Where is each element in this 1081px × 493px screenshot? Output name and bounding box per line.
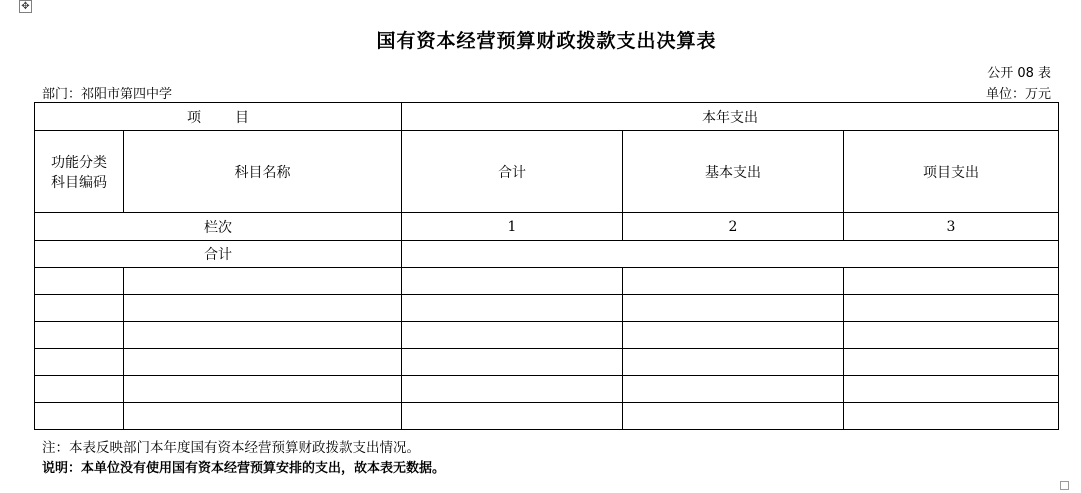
table-cell[interactable] [402, 349, 623, 376]
index-cell-2: 2 [623, 213, 844, 241]
table-cell[interactable] [623, 268, 844, 295]
document-title: 国有资本经营预算财政拨款支出决算表 [376, 30, 717, 52]
table-cell[interactable] [402, 376, 623, 403]
table-cell[interactable] [402, 403, 623, 430]
table-cell[interactable] [35, 268, 124, 295]
table-cell[interactable] [623, 295, 844, 322]
table-cell[interactable] [35, 376, 124, 403]
table-cell[interactable] [844, 376, 1059, 403]
table-cell[interactable] [124, 403, 402, 430]
col-func-code-line2: 科目编码 [51, 174, 107, 191]
index-cell-3: 3 [844, 213, 1059, 241]
table-cell[interactable] [844, 322, 1059, 349]
table-cell[interactable] [35, 403, 124, 430]
table-row [35, 322, 1059, 349]
table-cell[interactable] [844, 349, 1059, 376]
col-func-code-line1: 功能分类 [51, 154, 107, 171]
resize-corner-icon[interactable] [1060, 481, 1069, 490]
row-index-label: 栏次 [35, 213, 402, 241]
header-item-text-b: 目 [235, 109, 249, 126]
total-value-cell[interactable] [402, 241, 1059, 268]
header-current-year-cell: 本年支出 [402, 103, 1059, 131]
table-row [35, 403, 1059, 430]
table-cell[interactable] [623, 403, 844, 430]
table-cell[interactable] [124, 268, 402, 295]
table-cell[interactable] [124, 349, 402, 376]
table-cell[interactable] [844, 403, 1059, 430]
col-func-code-header [35, 131, 124, 213]
table-cell[interactable] [402, 268, 623, 295]
table-row [35, 376, 1059, 403]
row-total-label: 合计 [35, 241, 402, 268]
total-row [35, 241, 1059, 268]
table-cell[interactable] [844, 295, 1059, 322]
unit-label: 单位：万元 [985, 87, 1051, 102]
table-cell[interactable] [402, 295, 623, 322]
department-label: 部门：祁阳市第四中学 [42, 87, 173, 102]
col-basic-header: 基本支出 [623, 131, 844, 213]
table-cell[interactable] [35, 349, 124, 376]
table-explanation: 说明：本单位没有使用国有资本经营预算安排的支出，故本表无数据。 [42, 461, 446, 476]
header-item-text-a: 项 [187, 109, 201, 126]
header-row-columns [35, 131, 1059, 213]
table-row [35, 349, 1059, 376]
index-row [35, 213, 1059, 241]
header-row-top [35, 103, 1059, 131]
table-cell[interactable] [124, 322, 402, 349]
col-subject-name-header: 科目名称 [124, 131, 402, 213]
table-cell[interactable] [402, 322, 623, 349]
report-table [34, 102, 1059, 430]
table-cell[interactable] [623, 376, 844, 403]
table-note: 注：本表反映部门本年度国有资本经营预算财政拨款支出情况。 [42, 440, 420, 456]
table-cell[interactable] [35, 322, 124, 349]
table-cell[interactable] [623, 349, 844, 376]
table-move-icon[interactable]: ✥ [19, 0, 32, 13]
col-project-header: 项目支出 [844, 131, 1059, 213]
table-cell[interactable] [124, 295, 402, 322]
table-cell[interactable] [124, 376, 402, 403]
header-item-cell [35, 103, 402, 131]
table-cell[interactable] [623, 322, 844, 349]
table-row [35, 268, 1059, 295]
col-total-header: 合计 [402, 131, 623, 213]
table-cell[interactable] [844, 268, 1059, 295]
form-number: 公开 08 表 [987, 66, 1051, 81]
index-cell-1: 1 [402, 213, 623, 241]
table-row [35, 295, 1059, 322]
table-cell[interactable] [35, 295, 124, 322]
